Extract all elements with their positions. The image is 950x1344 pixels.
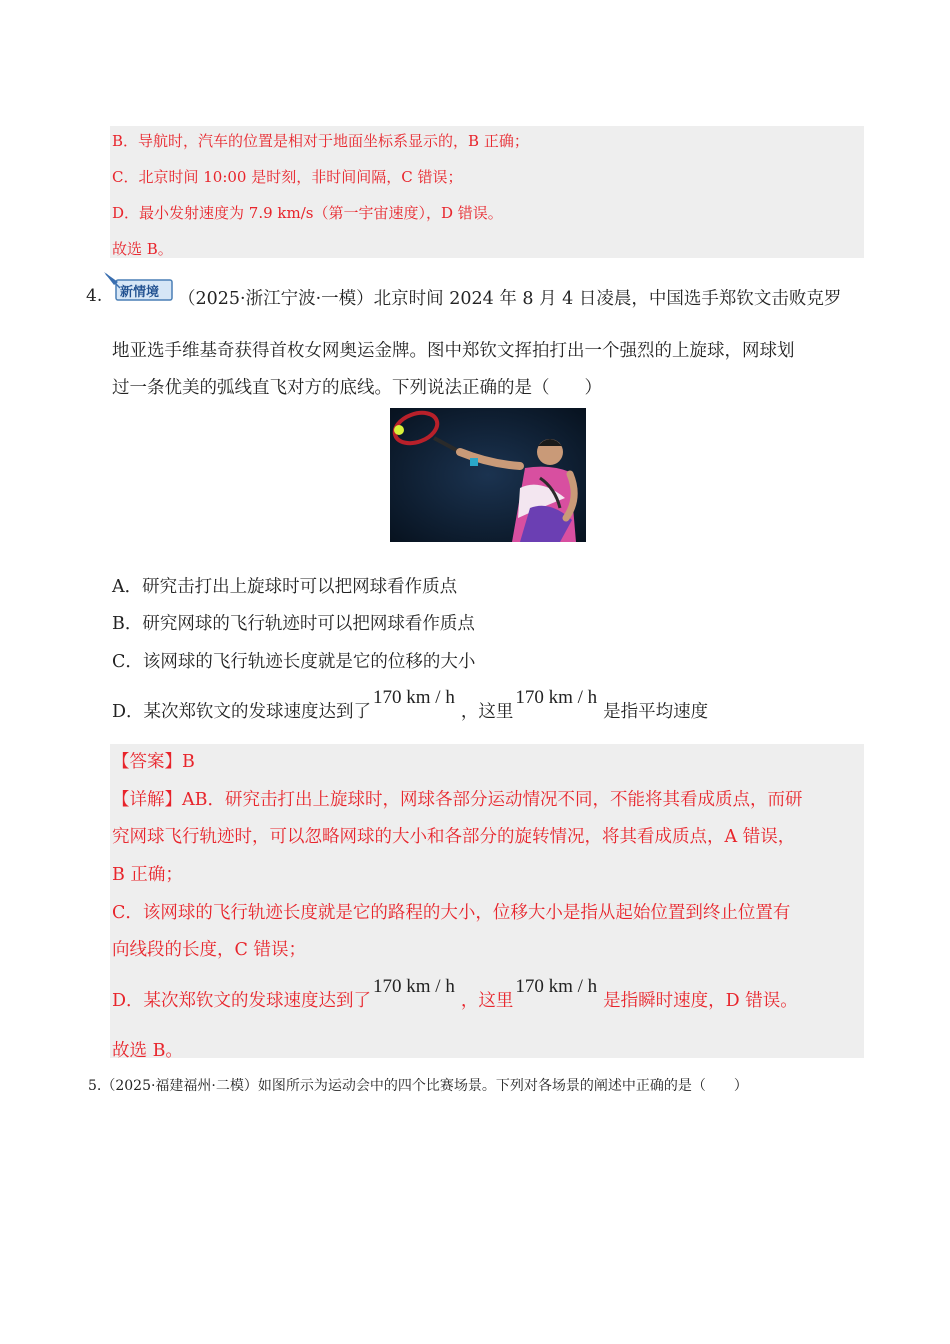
option-d-speed-1: 170 km / h	[373, 687, 455, 708]
q4-detail-line-1: 【详解】AB．研究击打出上旋球时，网球各部分运动情况不同，不能将其看成质点，而研	[112, 790, 803, 810]
option-d-suffix: 是指平均速度	[603, 702, 709, 722]
option-b: B．研究网球的飞行轨迹时可以把网球看作质点	[112, 614, 475, 634]
question-4-stem-2: 地亚选手维基奇获得首枚女网奥运金牌。图中郑钦文挥拍打出一个强烈的上旋球，网球划	[112, 341, 795, 361]
prev-answer-d: D．最小发射速度为 7.9 km/s（第一宇宙速度），D 错误。	[112, 204, 503, 222]
prev-answer-conclusion: 故选 B。	[112, 240, 173, 258]
tennis-player-photo	[390, 408, 586, 542]
q4-detail-line-2: 究网球飞行轨迹时，可以忽略网球的大小和各部分的旋转情况，将其看成质点，A 错误，	[112, 827, 796, 847]
question-4-stem-3: 过一条优美的弧线直飞对方的底线。下列说法正确的是（ ）	[112, 378, 602, 398]
q4-detail-line-3: B 正确；	[112, 865, 183, 885]
q4-detail-d-speed-1: 170 km / h	[373, 976, 455, 997]
new-context-badge	[104, 272, 174, 302]
q4-answer-label: 【答案】B	[112, 752, 195, 772]
badge-label: 新情境	[120, 285, 160, 300]
option-d-middle: ，这里	[460, 702, 514, 722]
option-d-prefix: D．某次郑钦文的发球速度达到了	[112, 702, 372, 722]
q4-detail-c-1: C．该网球的飞行轨迹长度就是它的路程的大小，位移大小是指从起始位置到终止位置有	[112, 903, 791, 923]
option-d	[112, 687, 709, 723]
q4-detail-d	[112, 976, 798, 1012]
option-c: C．该网球的飞行轨迹长度就是它的位移的大小	[112, 652, 476, 672]
q4-detail-d-prefix: D．某次郑钦文的发球速度达到了	[112, 991, 372, 1011]
question-5-stem: 5.（2025·福建福州·二模）如图所示为运动会中的四个比赛场景。下列对各场景的阐述中正确的是（ ）	[88, 1078, 748, 1094]
q4-answer-conclusion: 故选 B。	[112, 1041, 183, 1061]
question-4-number: 4.	[86, 286, 103, 306]
q4-detail-c-2: 向线段的长度，C 错误；	[112, 940, 306, 960]
prev-answer-b: B．导航时，汽车的位置是相对于地面坐标系显示的，B 正确；	[112, 132, 529, 150]
option-a: A．研究击打出上旋球时可以把网球看作质点	[112, 577, 458, 597]
q4-detail-d-speed-2: 170 km / h	[515, 976, 598, 997]
q4-detail-d-suffix: 是指瞬时速度，D 错误。	[603, 991, 798, 1011]
tennis-player-illustration	[390, 408, 586, 542]
option-d-speed-2: 170 km / h	[515, 687, 598, 708]
prev-answer-c: C．北京时间 10:00 是时刻，非时间间隔，C 错误；	[112, 168, 463, 186]
q4-detail-d-middle: ，这里	[460, 991, 514, 1011]
question-4-stem-1: （2025·浙江宁波·一模）北京时间 2024 年 8 月 4 日凌晨，中国选手郑钦文击败克罗	[178, 289, 842, 309]
